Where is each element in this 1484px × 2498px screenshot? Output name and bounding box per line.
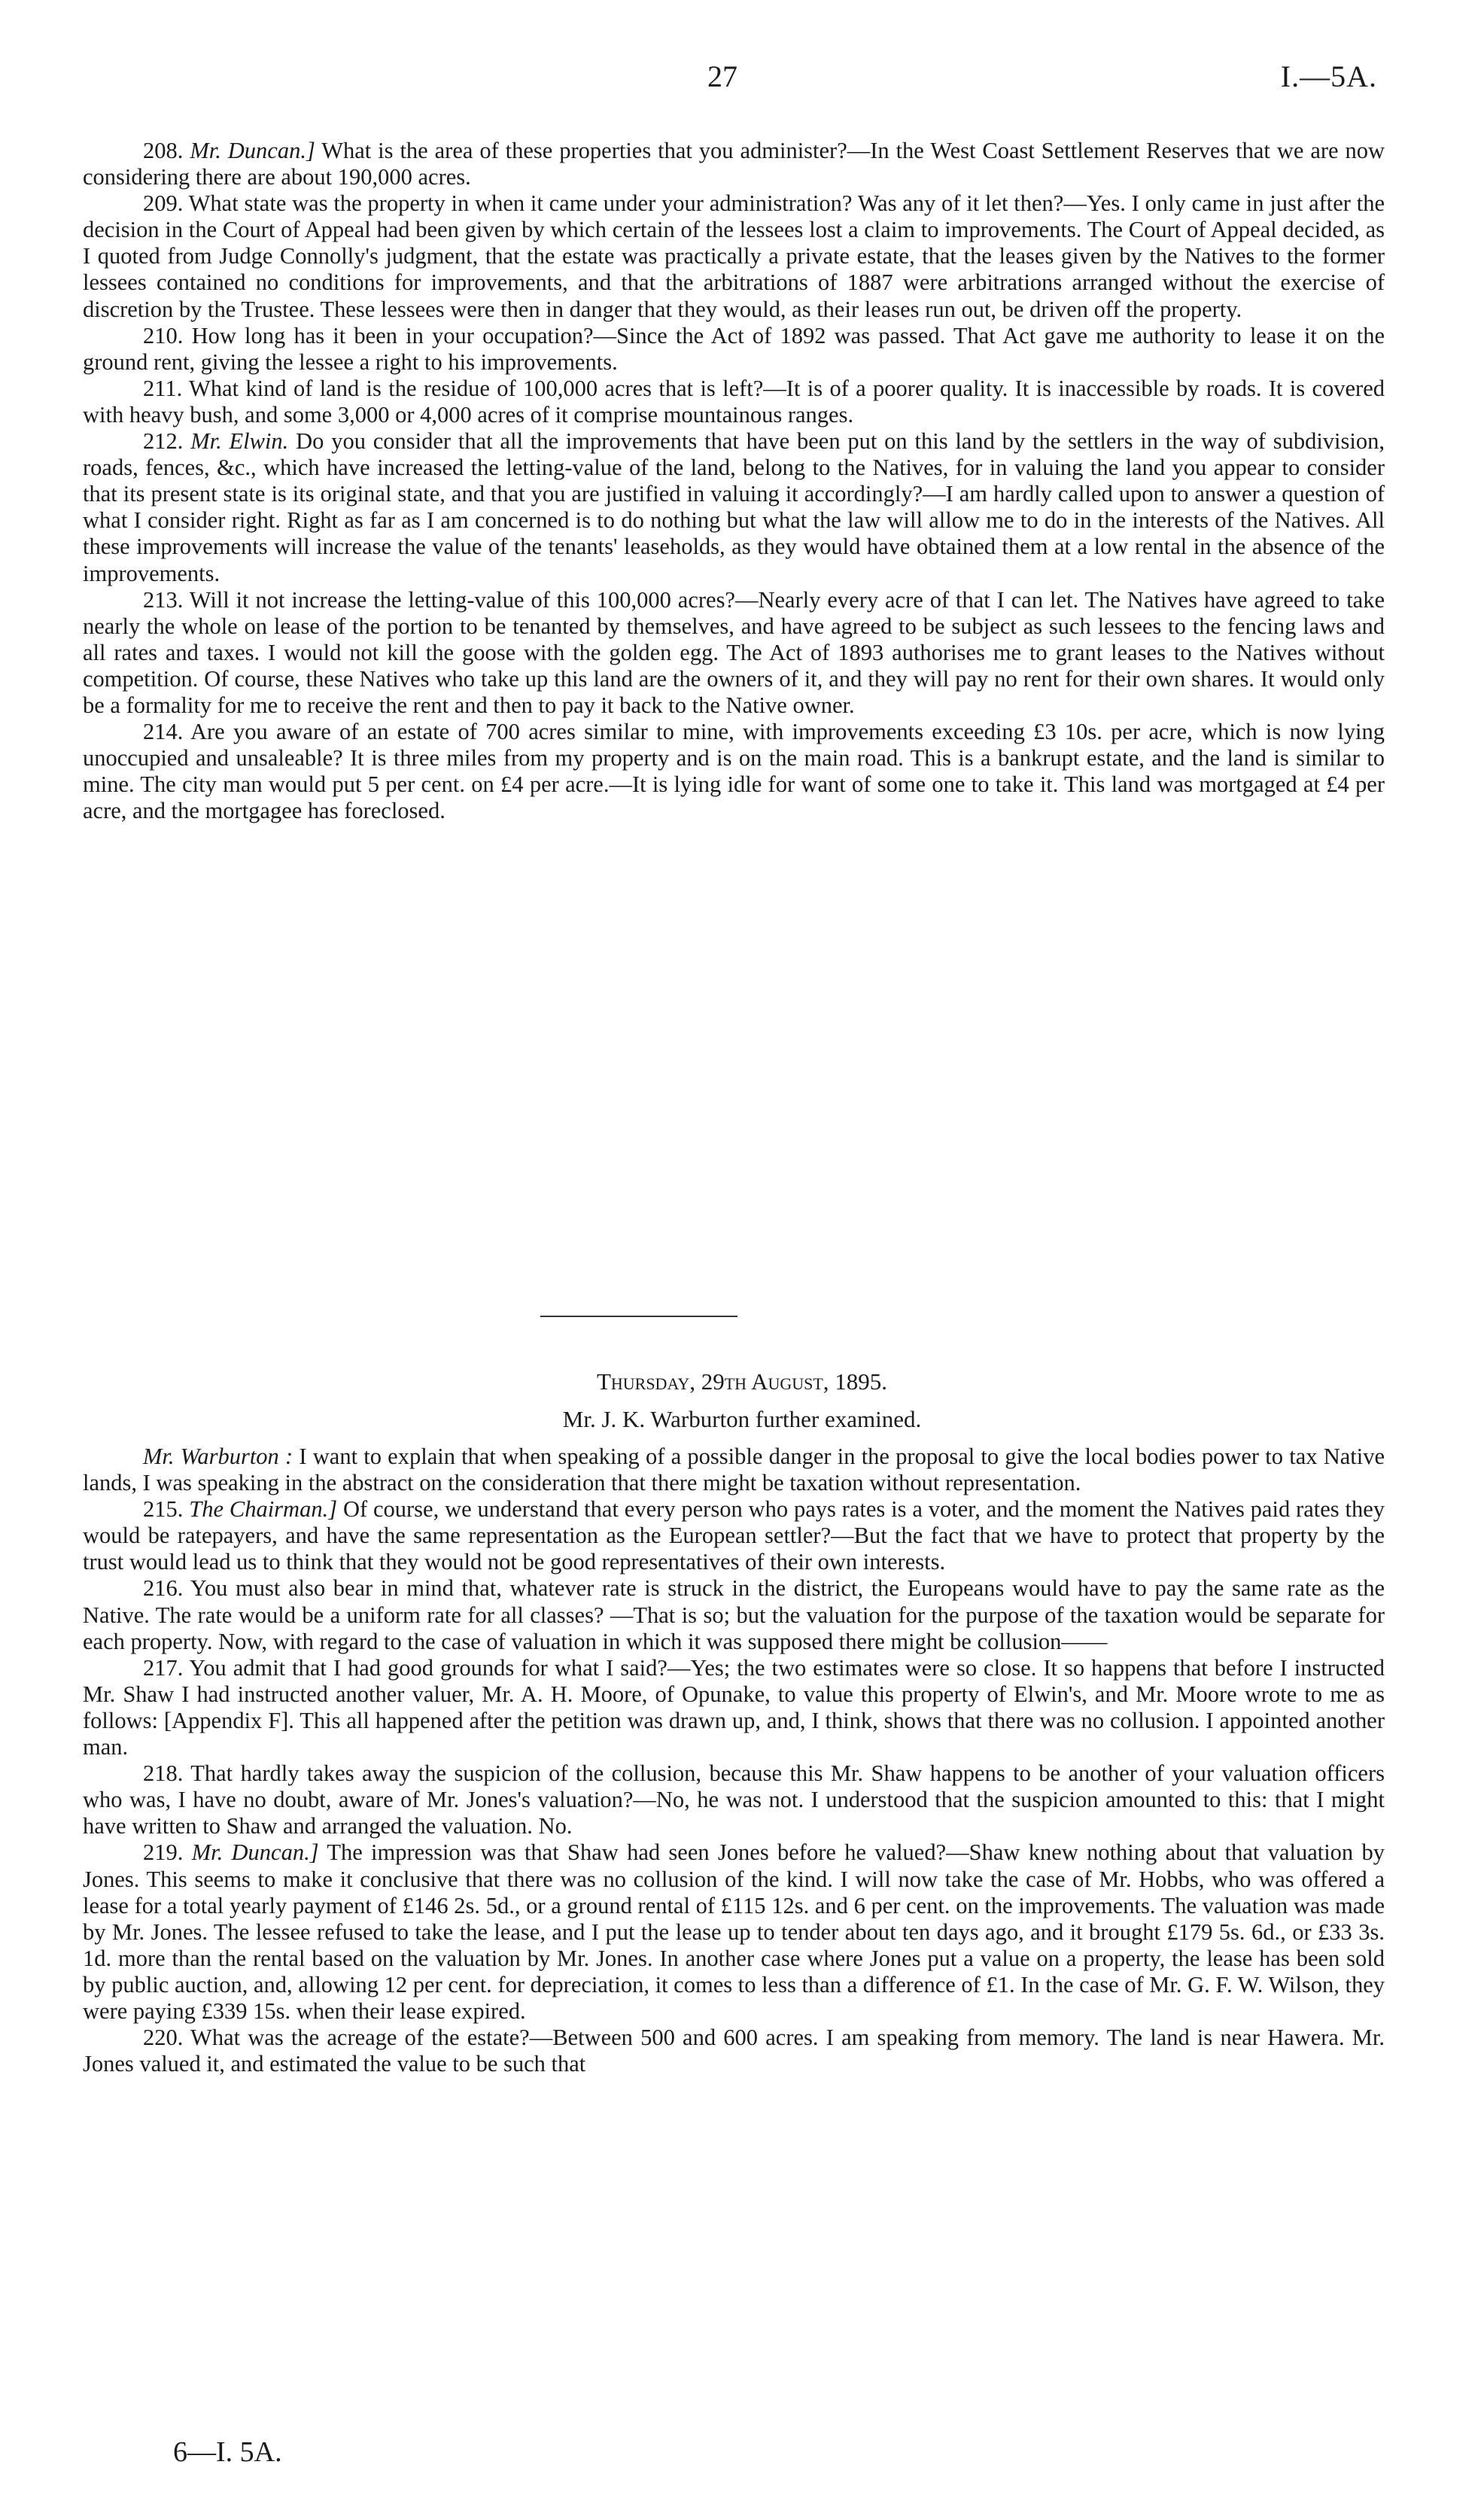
- paragraph-text: What was the acreage of the estate?—Between 500 and 600 acres. I am speaking from memory. The land is near Hawera. Mr. Jones valued it, and estimated the value to be such that: [83, 2025, 1385, 2077]
- question-number: 215.: [143, 1496, 184, 1523]
- paragraph-text: I want to explain that when speaking of a possible danger in the proposal to give the local bodies power to tax Native lands, I was speaking in the abstract on the consideration that there might be taxation without representation.: [83, 1444, 1385, 1496]
- question-paragraph: [83, 1496, 1385, 1575]
- speaker-name: The Chairman.]: [189, 1496, 338, 1523]
- page-number: 27: [707, 59, 737, 93]
- speaker-name: Mr. Duncan.]: [190, 138, 315, 163]
- question-paragraph: [83, 719, 1385, 824]
- speaker-name: Mr. Warburton :: [143, 1444, 293, 1469]
- question-paragraph: [83, 1575, 1385, 1654]
- speaker-name: Mr. Duncan.]: [191, 1839, 319, 1866]
- question-number: 212.: [143, 428, 184, 455]
- paragraph-text: Of course, we understand that every person who pays rates is a voter, and the moment the Natives paid rates they would be ratepayers, and have the same representation as the European settler?—But the fact that we have to protect that property by the trust would lead us to think that they would not be good representatives of their own interests.: [83, 1496, 1385, 1575]
- question-number: 214.: [143, 719, 184, 745]
- page-header: [0, 59, 1484, 104]
- paragraph-text: What is the area of these properties that you administer?—In the West Coast Settlement Reserves that we are now considering there are about 190,000 acres.: [83, 138, 1385, 190]
- question-number: 210.: [143, 322, 184, 348]
- question-paragraph: [83, 190, 1385, 322]
- paragraph-text: You must also bear in mind that, whatever rate is struck in the district, the Europeans would have to pay the same rate as the Native. The rate would be a uniform rate for all classes? —That is so; but the valuation for the purpose of the taxation would be separate for each property. Now, with regard to the case of valuation in which it was supposed there might be collusion——: [83, 1575, 1385, 1654]
- signature-mark: 6—I. 5A.: [173, 2436, 282, 2468]
- question-number: 213.: [143, 586, 184, 613]
- speaker-name: Mr. Elwin.: [190, 428, 289, 455]
- question-number: 220.: [143, 2025, 184, 2051]
- question-paragraph: [83, 323, 1385, 376]
- witness-heading: [0, 1406, 1484, 1433]
- paragraph-text: Will it not increase the letting-value of this 100,000 acres?—Nearly every acre of that I can let. The Natives have agreed to take nearly the whole on lease of the portion to be tenanted by themselves, and have agreed to be subject as such lessees to the fencing laws and all rates and taxes. I would not kill the goose with the golden egg. The Act of 1893 authorises me to grant leases to the Natives without competition. Of course, these Natives who take up this land are the owners of it, and they will pay no rent for their own shares. It would only be a formality for me to receive the rent and then to pay it back to the Native owner.: [83, 586, 1385, 718]
- question-paragraph: [83, 1655, 1385, 1760]
- paragraph-text: Are you aware of an estate of 700 acres similar to mine, with improvements exceeding £3 10s. per acre, which is now lying unoccupied and unsaleable? It is three miles from my property and is on the main road. This is a bankrupt estate, and the land is similar to mine. The city man would put 5 per cent. on £4 per acre.—It is lying idle for want of some one to take it. This land was mortgaged at £4 per acre, and the mortgagee has foreclosed.: [83, 719, 1385, 824]
- document-reference: I.—5A.: [1280, 59, 1377, 93]
- question-number: 219.: [143, 1839, 184, 1866]
- question-number: 216.: [143, 1575, 184, 1602]
- evidence-block-1: [83, 138, 1385, 824]
- question-paragraph: [83, 376, 1385, 428]
- paragraph-text: What state was the property in when it came under your administration? Was any of it let then?—Yes. I only came in just after the decision in the Court of Appeal had been given by which certain of the lessees lost a claim to improvements. The Court of Appeal decided, as I quoted from Judge Connolly's judgment, that the estate was practically a private estate, that the leases given by the Natives to the former lessees contained no conditions for improvements, and that the arbitrations of 1887 were arbitrations arranged without the exercise of discretion by the Trustee. These lessees were then in danger that they would, as their leases run out, be driven off the property.: [83, 190, 1385, 322]
- paragraph-text: What kind of land is the residue of 100,000 acres that is left?—It is of a poorer quality. It is inaccessible by roads. It is covered with heavy bush, and some 3,000 or 4,000 acres of it comprise mountainous ranges.: [83, 375, 1385, 427]
- question-paragraph: [83, 587, 1385, 719]
- question-paragraph: [83, 1444, 1385, 1496]
- question-paragraph: [83, 2025, 1385, 2077]
- question-paragraph: [83, 138, 1385, 190]
- question-paragraph: [83, 1760, 1385, 1839]
- question-number: 211.: [143, 375, 183, 401]
- paragraph-text: Do you consider that all the improvements that have been put on this land by the settlers in the way of subdivision, roads, fences, &c., which have increased the letting-value of the land, belong to the Natives, for in valuing the land you appear to consider that its present state is its original state, and that you are justified in valuing it accordingly?—I am hardly called upon to answer a question of what I consider right. Right as far as I am concerned is to do nothing but what the law will allow me to do in the interests of the Natives. All these improvements will increase the value of the tenants' leaseholds, as they would have obtained them at a low rental in the absence of the improvements.: [83, 428, 1385, 586]
- paragraph-text: That hardly takes away the suspicion of the collusion, because this Mr. Shaw happens to be another of your valuation officers who was, I have no doubt, aware of Mr. Jones's valuation?—No, he was not. I understood that the suspicion amounted to this: that I might have written to Shaw and arranged the valuation. No.: [83, 1760, 1385, 1839]
- paragraph-text: You admit that I had good grounds for what I said?—Yes; the two estimates were so close. It so happens that before I instructed Mr. Shaw I had instructed another valuer, Mr. A. H. Moore, of Opunake, to value this property of Elwin's, and Mr. Moore wrote to me as follows: [Appendix F]. This all happened after the petition was drawn up, and, I think, shows that there was no collusion. I appointed another man.: [83, 1654, 1385, 1760]
- question-paragraph: [83, 428, 1385, 587]
- question-number: 208.: [143, 138, 184, 163]
- section-divider: [540, 1316, 737, 1317]
- session-date: Thursday, 29th August, 1895.: [596, 1368, 888, 1395]
- question-number: 217.: [143, 1654, 184, 1681]
- evidence-block-2: [83, 1444, 1385, 2077]
- paragraph-text: The impression was that Shaw had seen Jones before he valued?—Shaw knew nothing about that valuation by Jones. This seems to make it conclusive that there was no collusion of the kind. I will now take the case of Mr. Hobbs, who was offered a lease for a total yearly payment of £146 2s. 5d., or a ground rental of £115 12s. and 6 per cent. on the improvements. The valuation was made by Mr. Jones. The lessee refused to take the lease, and I put the lease up to tender about ten days ago, and it brought £179 5s. 6d., or £33 3s. 1d. more than the rental based on the valuation by Mr. Jones. In another case where Jones put a value on a property, the lease has been sold by public auction, and, allowing 12 per cent. for depreciation, it comes to less than a difference of £1. In the case of Mr. G. F. W. Wilson, they were paying £339 15s. when their lease expired.: [83, 1839, 1385, 2024]
- question-paragraph: [83, 1839, 1385, 2025]
- question-number: 209.: [143, 190, 184, 217]
- question-number: 218.: [143, 1760, 184, 1787]
- paragraph-text: How long has it been in your occupation?—Since the Act of 1892 was passed. That Act gave me authority to lease it on the ground rent, giving the lessee a right to his improvements.: [83, 322, 1385, 375]
- witness-heading-text: Mr. J. K. Warburton further examined.: [562, 1406, 922, 1432]
